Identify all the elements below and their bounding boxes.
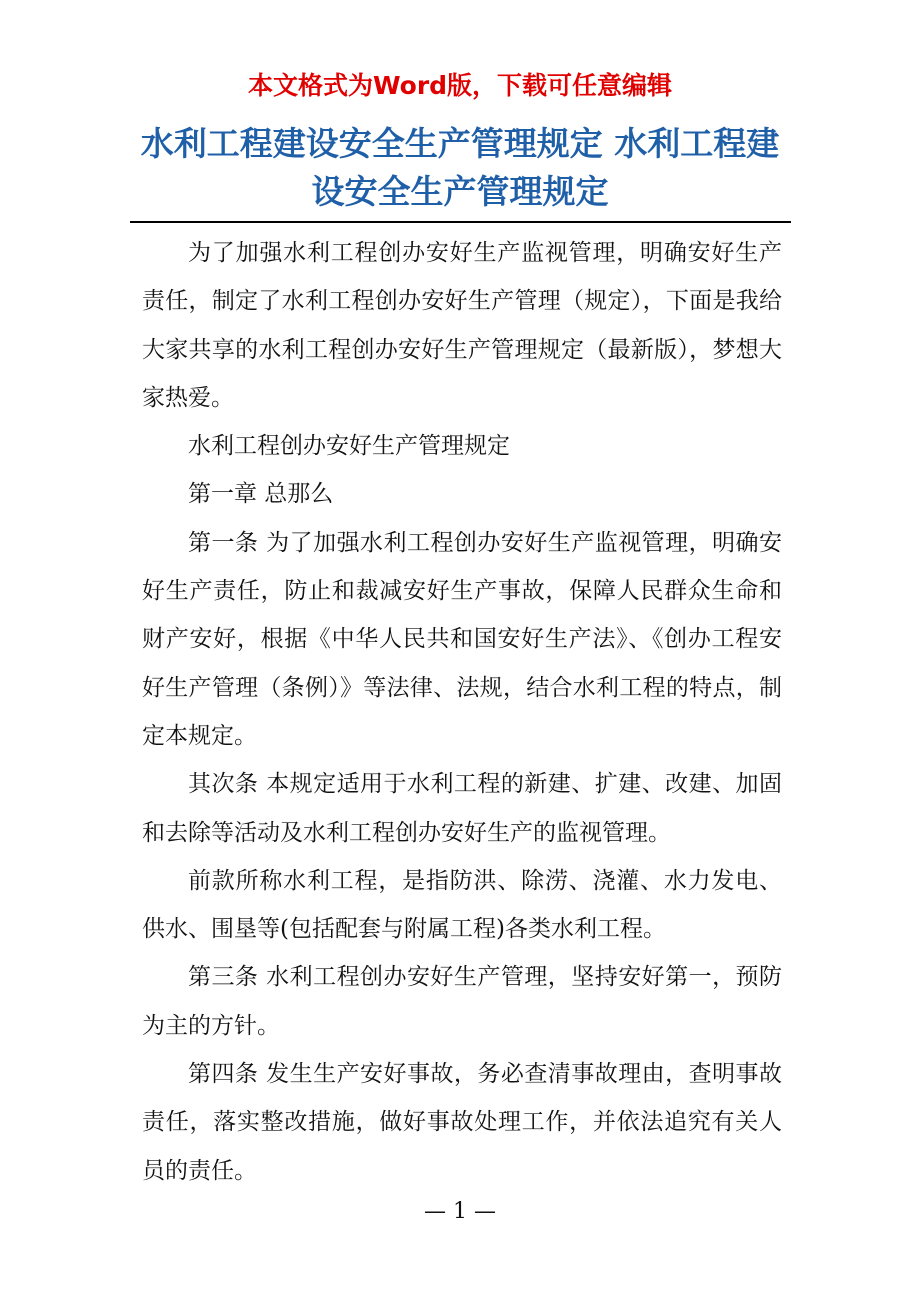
paragraph-subtitle: 水利工程创办安好生产管理规定 [188, 433, 510, 460]
page-number: — 1 — [424, 1199, 496, 1224]
document-title: 水利工程建设安全生产管理规定 水利工程建设安全生产管理规定 [140, 124, 780, 211]
title-divider [130, 221, 791, 223]
paragraph-intro: 为了加强水利工程创办安好生产监视管理，明确安好生产责任，制定了水利工程创办安好生产管理（规定），下面是我给大家共享的水利工程创办安好生产管理规定（最新版），梦想大家热爱。 [142, 240, 782, 411]
paragraph-chapter-heading: 第一章 总那么 [188, 481, 334, 508]
paragraph-article-1: 第一条 为了加强水利工程创办安好生产监视管理，明确安好生产责任，防止和裁减安好生产事故，保障人民群众生命和财产安好，根据《中华人民共和国安好生产法》、《创办工程安好生产管理（条例）》等法律、法规，结合水利工程的特点，制定本规定。 [142, 529, 782, 749]
paragraph-article-2: 其次条 本规定适用于水利工程的新建、扩建、改建、加固和去除等活动及水利工程创办安好生产的监视管理。 [142, 771, 782, 846]
paragraph-article-2-clause: 前款所称水利工程，是指防洪、除涝、浇灌、水力发电、供水、围垦等(包括配套与附属工程)各类水利工程。 [142, 867, 782, 943]
document-body [142, 229, 782, 1195]
paragraph-article-3: 第三条 水利工程创办安好生产管理，坚持安好第一，预防为主的方针。 [142, 964, 782, 1039]
format-notice-banner: 本文格式为Word版，下载可任意编辑 [247, 71, 673, 100]
paragraph-article-4: 第四条 发生生产安好事故，务必查清事故理由，查明事故责任，落实整改措施，做好事故处理工作，并依法追究有关人员的责任。 [142, 1061, 782, 1184]
